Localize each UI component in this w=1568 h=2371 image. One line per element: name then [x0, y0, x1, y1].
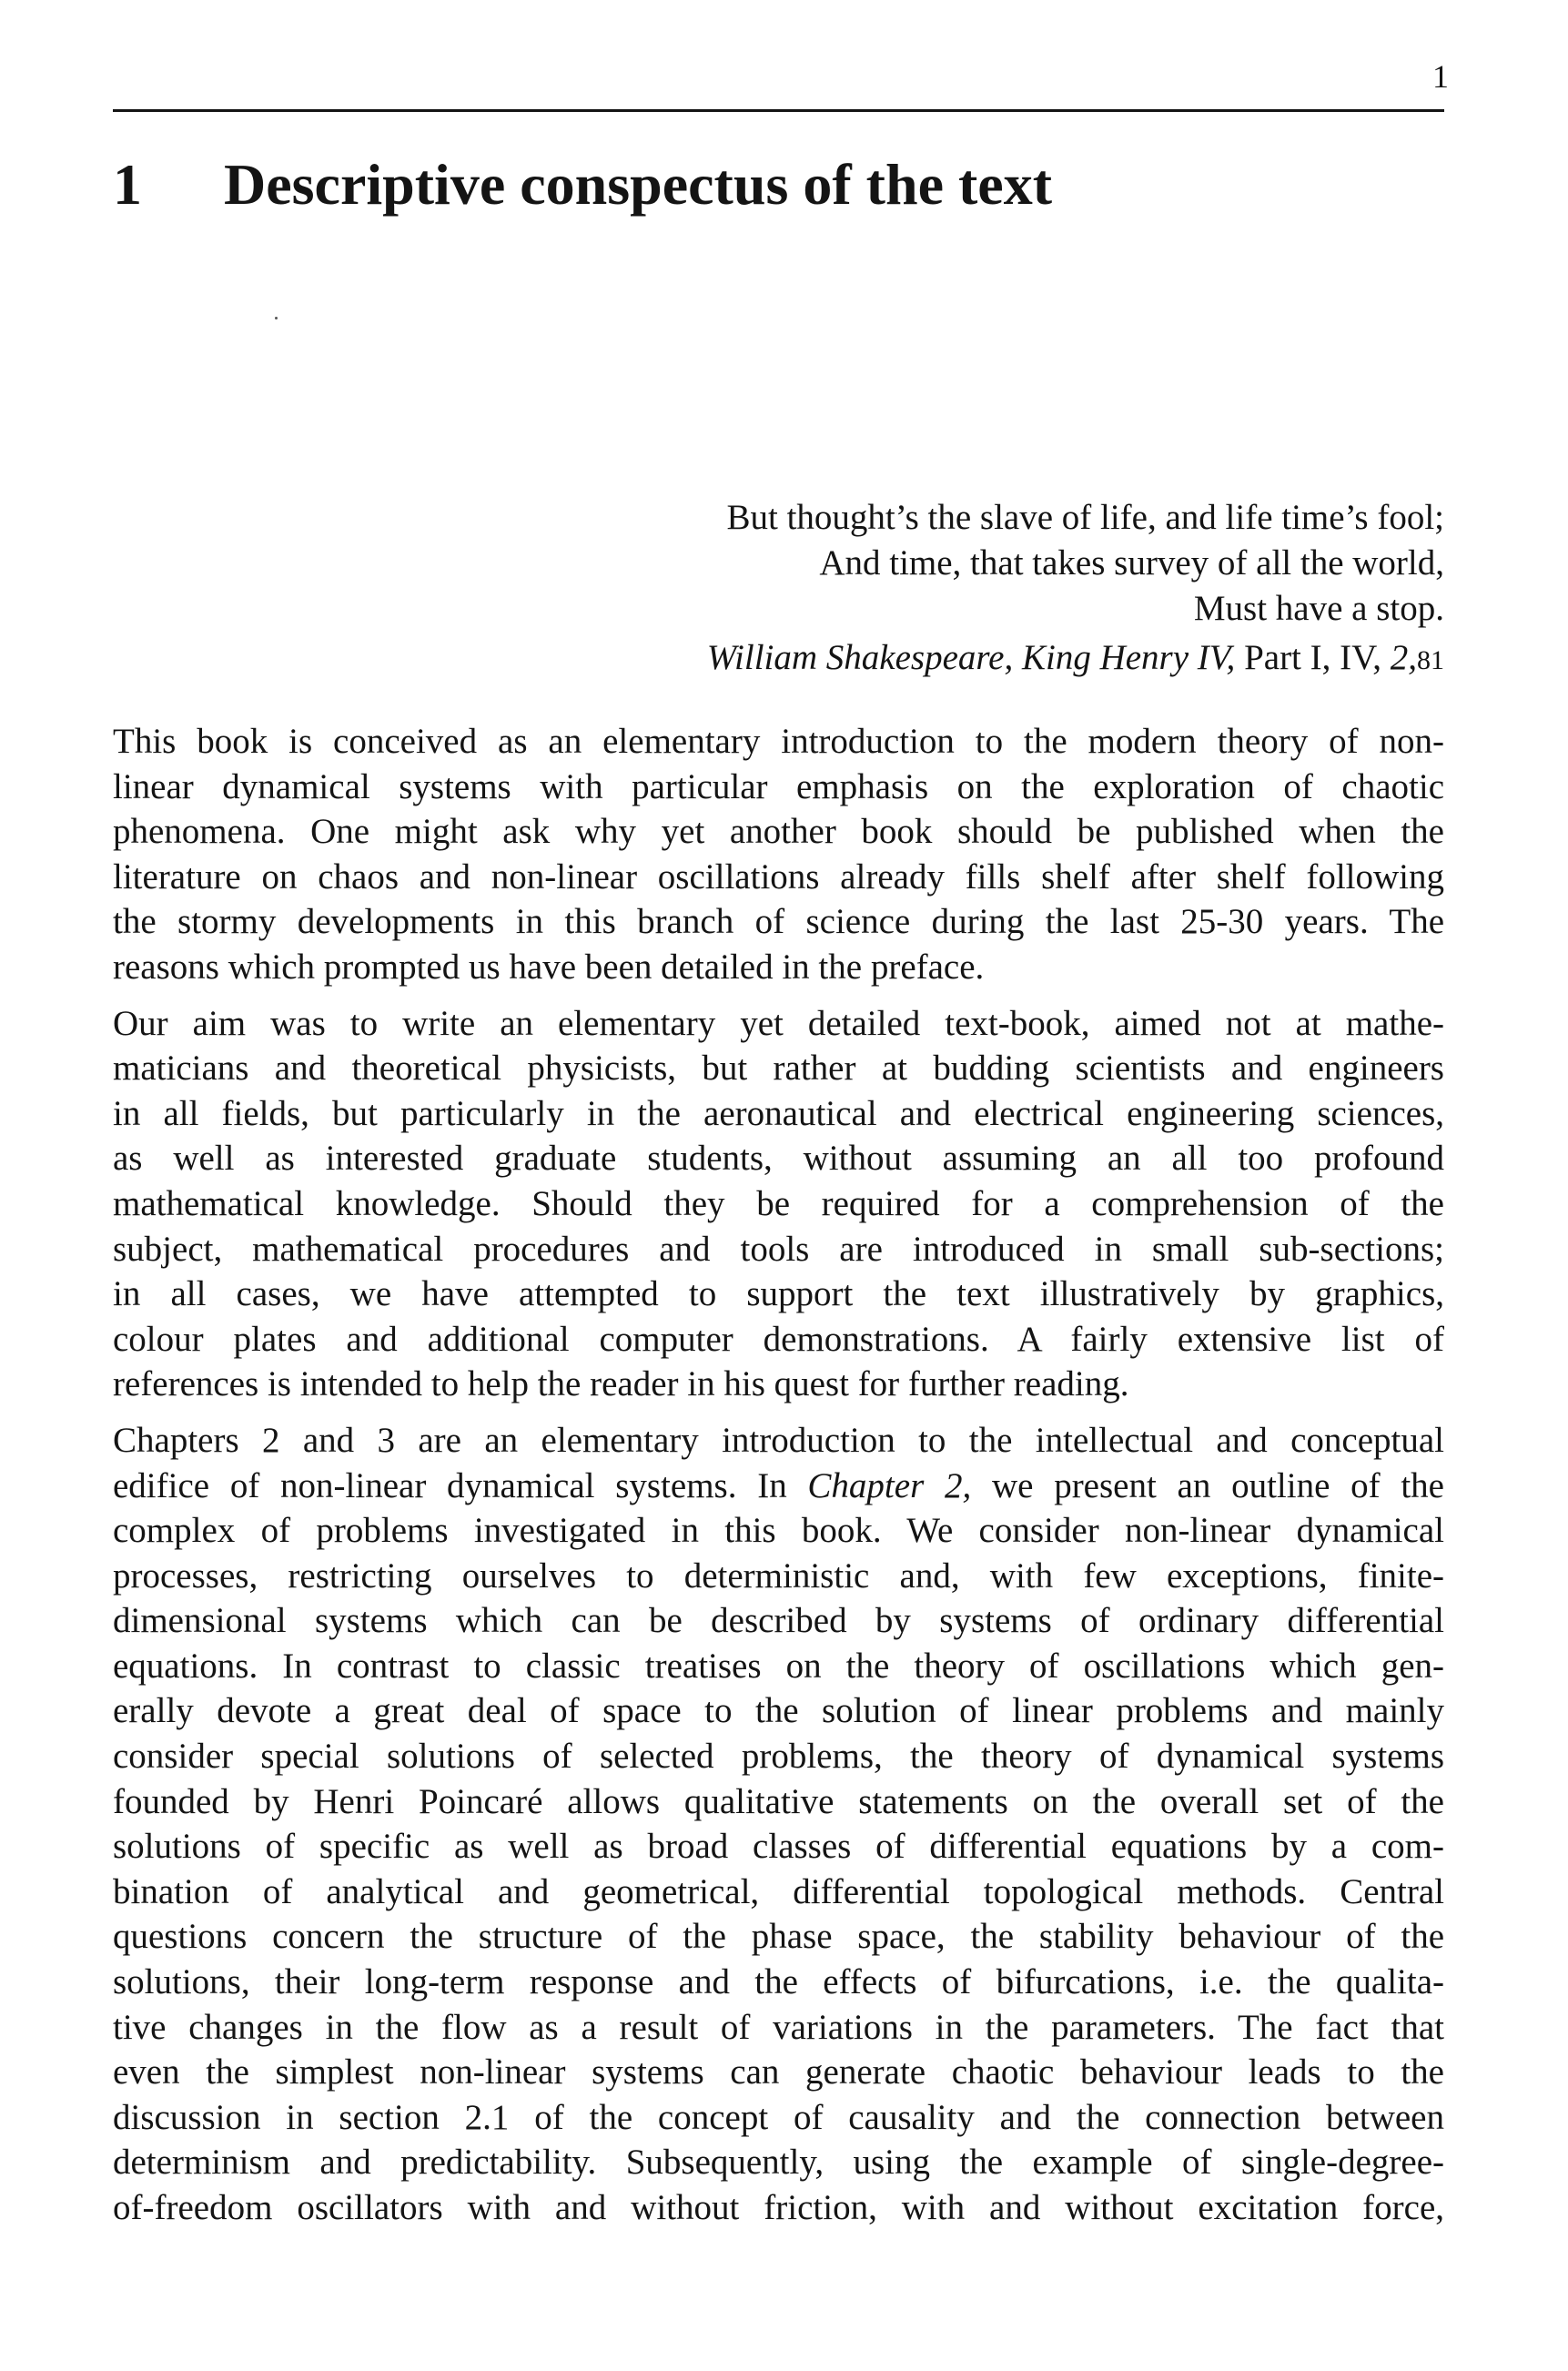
text-line: even the simplest non-linear systems can generate chaotic behaviour leads to the	[113, 2052, 1444, 2092]
text-line: in all fields, but particularly in the aeronautical and electrical engineering sciences,	[113, 1093, 1444, 1133]
text-line: discussion in section 2.1 of the concept of causality and the connection between	[113, 2097, 1444, 2137]
text-line: of-freedom oscillators with and without friction, with and without excitation force,	[113, 2188, 1444, 2227]
text-line: maticians and theoretical physicists, but rather at budding scientists and engineers	[113, 1049, 1444, 1089]
text-line: references is intended to help the reader in his quest for further reading.	[113, 1364, 1129, 1404]
text-line: dimensional systems which can be described by systems of ordinary differential	[113, 1601, 1444, 1641]
text-line: in all cases, we have attempted to support the text illustratively by graphics,	[113, 1274, 1444, 1314]
text-line: colour plates and additional computer demonstrations. A fairly extensive list of	[113, 1319, 1444, 1359]
text-line: equations. In contrast to classic treatises on the theory of oscillations which gen-	[113, 1646, 1444, 1686]
text-line: This book is conceived as an elementary introduction to the modern theory of non-	[113, 722, 1444, 761]
text-line: as well as interested graduate students, without assuming an all too profound	[113, 1139, 1444, 1179]
paragraph-2	[113, 1001, 1444, 1407]
text-line: reasons which prompted us have been detailed in the preface.	[113, 947, 985, 987]
page-number: 1	[1432, 58, 1449, 95]
text-line: tive changes in the flow as a result of variations in the parameters. The fact that	[113, 2007, 1444, 2047]
chapter-heading	[113, 153, 1052, 217]
text-line: questions concern the structure of the phase space, the stability behaviour of the	[113, 1917, 1444, 1957]
text-fragment: we present an outline of the	[971, 1465, 1444, 1505]
epigraph-line: And time, that takes survey of all the world,	[819, 543, 1444, 583]
body-text	[113, 719, 1444, 2242]
text-line: linear dynamical systems with particular emphasis on the exploration of chaotic	[113, 766, 1444, 806]
text-line: phenomena. One might ask why yet another book should be published when the	[113, 812, 1444, 852]
attribution-work: King Henry IV,	[1021, 638, 1236, 677]
paragraph-3	[113, 1418, 1444, 2231]
epigraph-line: But thought’s the slave of life, and life time’s fool;	[726, 498, 1444, 537]
text-line: complex of problems investigated in this book. We consider non-linear dynamical	[113, 1511, 1444, 1551]
text-line: solutions, their long-term response and the effects of bifurcations, i.e. the qualita-	[113, 1962, 1444, 2002]
text-line: literature on chaos and non-linear oscillations already fills shelf after shelf following	[113, 856, 1444, 897]
text-line: Our aim was to write an elementary yet detailed text-book, aimed not at mathe-	[113, 1003, 1444, 1043]
text-line: processes, restricting ourselves to deterministic and, with few exceptions, finite-	[113, 1555, 1444, 1596]
attribution-line: 81	[1417, 645, 1444, 675]
text-line: bination of analytical and geometrical, differential topological methods. Central	[113, 1871, 1444, 1911]
chapter-reference: Chapter 2,	[807, 1465, 972, 1505]
header-rule	[113, 109, 1444, 112]
attribution-author: William Shakespeare,	[706, 638, 1014, 677]
print-speck	[275, 317, 278, 319]
epigraph-attribution	[707, 635, 1444, 684]
text-line: Chapters 2 and 3 are an elementary introduction to the intellectual and conceptual	[113, 1420, 1444, 1460]
text-line: erally devote a great deal of space to the solution of linear problems and mainly	[113, 1691, 1444, 1731]
epigraph-line: Must have a stop.	[1193, 589, 1444, 628]
paragraph-1	[113, 719, 1444, 990]
text-line: founded by Henri Poincaré allows qualitative statements on the overall set of the	[113, 1781, 1444, 1821]
epigraph	[707, 495, 1444, 684]
chapter-number: 1	[113, 152, 142, 217]
chapter-title: Descriptive conspectus of the text	[224, 152, 1052, 217]
text-line	[113, 1464, 1444, 1509]
attribution-location: Part I, IV,	[1244, 638, 1381, 677]
text-fragment: edifice of non-linear dynamical systems. In	[113, 1465, 808, 1505]
text-line: the stormy developments in this branch of science during the last 25-30 years. The	[113, 902, 1444, 942]
text-line: determinism and predictability. Subsequently, using the example of single-degree-	[113, 2143, 1444, 2183]
text-line: subject, mathematical procedures and tools are introduced in small sub-sections;	[113, 1229, 1444, 1269]
text-line: solutions of specific as well as broad classes of differential equations by a com-	[113, 1827, 1444, 1867]
attribution-scene: 2,	[1390, 638, 1417, 677]
text-line: mathematical knowledge. Should they be required for a comprehension of the	[113, 1183, 1444, 1223]
text-line: consider special solutions of selected problems, the theory of dynamical systems	[113, 1737, 1444, 1777]
